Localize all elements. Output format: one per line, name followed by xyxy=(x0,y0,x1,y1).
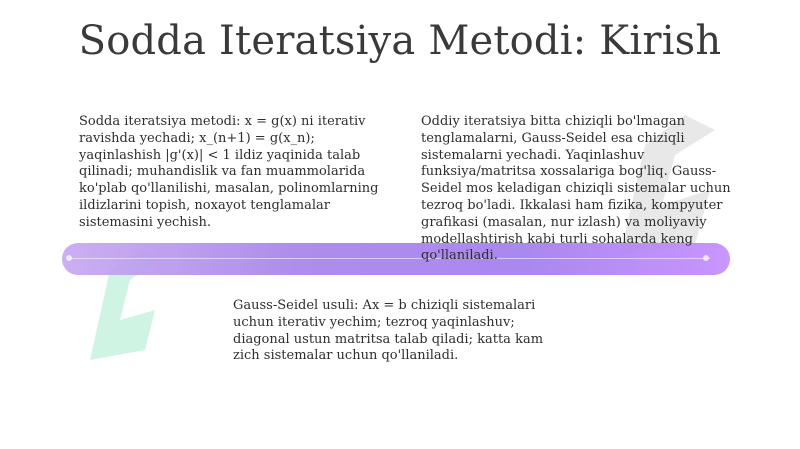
timeline-dot-left xyxy=(66,255,72,261)
page-title: Sodda Iteratsiya Metodi: Kirish xyxy=(78,18,722,64)
right-text-block: Oddiy iteratsiya bitta chiziqli bo'lmagan tenglamalarni, Gauss-Seidel esa chiziqli sistemalarni yechadi. Yaqinlashuv funksiya/matritsa xossalariga bog'liq. Gauss-Seidel mos keladigan chiziqli sistemalar uchun tezroq bo'ladi. Ikkalasi ham fizika, kompyuter grafikasi (masalan, nur izlash) va moliyaviy modellashtirish kabi turli sohalarda keng qo'llaniladi. xyxy=(421,114,731,264)
bottom-text-block: Gauss-Seidel usuli: Ax = b chiziqli sistemalari uchun iterativ yechim; tezroq yaqinlashuv; diagonal ustun matritsa talab qiladi; katta kam zich sistemalar uchun qo'llaniladi. xyxy=(233,298,544,364)
left-text-block: Sodda iteratsiya metodi: x = g(x) ni iterativ ravishda yechadi; x_(n+1) = g(x_n); yaqinlashish |g'(x)| < 1 ildiz yaqinida talab qilinadi; muhandislik va fan muammolarida ko'plab qo'llanilishi, masalan, polinomlarning ildizlarini topish, noxayot tenglamalar sistemasini yechish. xyxy=(79,114,379,230)
